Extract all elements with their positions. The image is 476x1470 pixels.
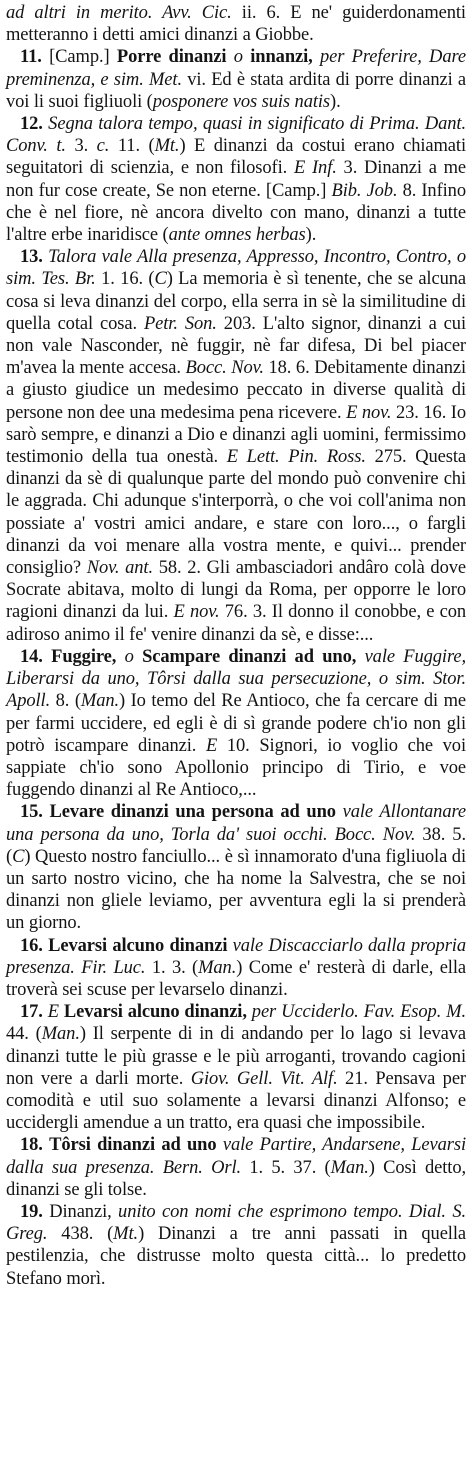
sense-number: 11. bbox=[20, 47, 42, 68]
body-text: Dinanzi, bbox=[42, 1201, 119, 1222]
body-text: ) Così detto, dinanzi se gli tolse. bbox=[6, 1157, 467, 1200]
sense-number: 17. bbox=[20, 1002, 43, 1023]
italic-text: Man. bbox=[330, 1157, 369, 1178]
body-text: ) Il serpente di in di andando per lo lago si levava dinanzi tutte le più grasse e le più arroganti, trovando cagioni non vere a darli morte. bbox=[6, 1024, 466, 1089]
headword-phrase: Levare dinanzi una persona ad uno bbox=[49, 802, 336, 823]
sense-number: 18. bbox=[20, 1135, 43, 1156]
body-text: 8. Infino che è nel fiore, nè ancora divelto con mano, dinanzi a tutte l'altre erbe inaridisce ( bbox=[6, 180, 466, 246]
italic-text: vale Allontanare una persona da uno, Torla da' suoi occhi. Bocc. Nov. bbox=[6, 802, 467, 845]
headword-phrase: Levarsi alcuno dinanzi, bbox=[63, 1002, 247, 1023]
entry-sense-19 bbox=[6, 1201, 466, 1290]
body-text: ) Come e' resterà di darle, ella troverà sei scuse per levarselo dinanzi. bbox=[6, 957, 466, 1000]
body-text: ) E dinanzi da costui erano chiamati seguitatori di scienzia, e non filosofi. bbox=[6, 136, 466, 179]
italic-text: Mt. bbox=[113, 1224, 139, 1245]
body-text: 23. 16. Io sarò sempre, e dinanzi a Dio e dinanzi agli uomini, fermissimo testimonio della tua onestà. bbox=[6, 402, 466, 468]
body-text: 44. ( bbox=[6, 1024, 42, 1045]
italic-text: Man. bbox=[41, 1024, 80, 1045]
italic-text: Man. bbox=[80, 691, 120, 712]
italic-text: posponere vos suis natis bbox=[152, 91, 331, 112]
body-text: 21. Pensava per comodità e util suo solamente a levarsi dinanzi Alfonso; e uccidergli amendue a un tratto, era quasi che impossibile. bbox=[6, 1068, 466, 1134]
italic-text: c. bbox=[96, 136, 110, 157]
entry-sense-11 bbox=[6, 46, 466, 113]
italic-text: Segna talora tempo, quasi in significato di Prima. Dant. Conv. t. bbox=[6, 114, 466, 157]
italic-text: o bbox=[226, 47, 251, 68]
body-text: 3. bbox=[65, 136, 97, 157]
entry-continuation bbox=[6, 2, 466, 46]
body-text: 438. ( bbox=[47, 1224, 114, 1245]
body-text: 18. 6. Debitamente dinanzi a giusto giudice un medesimo peccato in diverse qualità di persone non dee una medesima pena ricevere. bbox=[6, 358, 466, 423]
italic-text: E nov. bbox=[346, 402, 392, 423]
body-text: [Camp.] bbox=[41, 47, 117, 68]
body-text: 3. Dinanzi a me non fur cose create, Se non eterne. [Camp.] bbox=[6, 158, 466, 201]
italic-text: Talora vale Alla presenza, Appresso, Incontro, Contro, o sim. Tes. Br. bbox=[6, 247, 466, 290]
entry-sense-18 bbox=[6, 1134, 466, 1201]
sense-number: 15. bbox=[20, 802, 43, 823]
headword-phrase: Fuggire, bbox=[51, 646, 117, 667]
body-text: ). bbox=[305, 225, 317, 246]
body-text: 11. ( bbox=[109, 136, 155, 157]
body-text: ) La memoria è sì tenente, che se alcuna cosa si leva dinanzi del corpo, ella serra in sè la similitudine di quella cotal cosa. bbox=[6, 269, 466, 334]
sense-number: 12. bbox=[20, 114, 43, 135]
body-text: 38. 5. ( bbox=[6, 824, 466, 867]
body-text: 1. 16. ( bbox=[95, 269, 155, 290]
italic-text: E nov. bbox=[173, 602, 220, 623]
italic-text: E Inf. bbox=[293, 158, 337, 179]
italic-text: unito con nomi che esprimono tempo. Dial. S. Greg. bbox=[6, 1201, 466, 1245]
body-text: ). bbox=[330, 91, 341, 112]
entry-sense-12 bbox=[6, 113, 466, 246]
entry-sense-15 bbox=[6, 801, 466, 934]
italic-text: E bbox=[205, 735, 218, 756]
sense-number: 19. bbox=[20, 1201, 43, 1222]
sense-number: 16. bbox=[20, 935, 43, 956]
headword-phrase: Scampare dinanzi ad uno, bbox=[142, 646, 357, 667]
body-text: ii. 6. E ne' guiderdonamenti metteranno i detti amici dinanzi a Giobbe. bbox=[6, 3, 466, 46]
entry-sense-13 bbox=[6, 246, 466, 646]
italic-text: E bbox=[42, 1002, 64, 1023]
italic-text: Man. bbox=[198, 957, 237, 978]
italic-text: vale Partire, Andarsene, Levarsi dalla sua presenza. Bern. Orl. bbox=[6, 1135, 466, 1178]
entry-sense-16 bbox=[6, 935, 466, 1002]
italic-text: C bbox=[154, 269, 167, 290]
italic-text: Petr. Son. bbox=[143, 313, 217, 334]
body-text: ) Io temo del Re Antioco, che fa cercare di me per farmi uccidere, ed egli è di sì grande podere ch'io non gli potrò iscampare dinanzi. bbox=[6, 691, 466, 756]
sense-number: 13. bbox=[20, 247, 43, 268]
body-text: 1. 5. 37. ( bbox=[241, 1157, 331, 1178]
italic-text: Bib. Job. bbox=[331, 180, 398, 201]
body-text: ) Dinanzi a tre anni passati in quella pestilenzia, che distrusse molto questa città... lo predetto Stefano morì. bbox=[6, 1224, 466, 1289]
body-text: 203. L'alto signor, dinanzi a cui non vale Nasconder, nè fuggir, nè far difesa, Di bel piacer m'avea la mente accesa. bbox=[6, 313, 466, 379]
headword-phrase: innanzi, bbox=[250, 47, 313, 68]
italic-text: C bbox=[12, 846, 25, 867]
body-text: ) Questo nostro fanciullo... è sì innamorato d'una figliuola di un sarto nostro vicino, che ha nome la Salvestra, che se noi dinanzi non gliele leviamo, per avventura egli la si prenderà un giorno. bbox=[6, 846, 466, 934]
body-text: 58. 2. Gli ambasciadori andâro colà dove Socrate abitava, molto di lungi da Roma, per opporre le loro ragioni dinanzi da lui. bbox=[6, 558, 466, 623]
italic-text: o bbox=[116, 646, 143, 667]
italic-text: per Preferire, Dare preminenza, e sim. Met. bbox=[6, 47, 466, 90]
body-text: 1. 3. ( bbox=[145, 957, 199, 978]
italic-text: E Lett. Pin. Ross. bbox=[226, 447, 366, 468]
italic-text: ad altri in merito. Avv. Cic. bbox=[6, 3, 232, 23]
body-text: 10. Signori, io voglio che voi sappiate ch'io sono Apollonio principo di Tirio, e voe fuggendo dinanzi al Re Antioco,... bbox=[6, 735, 466, 801]
body-text: 8. ( bbox=[50, 691, 81, 712]
italic-text: ante omnes herbas bbox=[168, 225, 306, 246]
entry-sense-14 bbox=[6, 646, 466, 801]
headword-phrase: Porre dinanzi bbox=[116, 47, 227, 68]
sense-number: 14. bbox=[20, 646, 43, 667]
body-text: vi. Ed è stata ardita di porre dinanzi a voi li suoi figliuoli ( bbox=[6, 69, 466, 112]
body-text bbox=[43, 647, 51, 667]
italic-text: Bocc. Nov. bbox=[185, 358, 264, 379]
italic-text: per Ucciderlo. Fav. Esop. M. bbox=[246, 1002, 466, 1023]
italic-text: Nov. ant. bbox=[86, 558, 153, 579]
italic-text: Mt. bbox=[154, 136, 180, 157]
italic-text: Giov. Gell. Vit. Alf. bbox=[190, 1068, 338, 1089]
body-text: 275. Questa dinanzi da sè di qualunque parte del mondo può convenire chi le aggrada. Chi adunque s'interporrà, o che voi coll'anima non possiate a' vostri amici andare, e stare con loro..., o fargli dinanzi da voi menare alla vostra mente, e quivi... prender consiglio? bbox=[6, 447, 466, 579]
headword-phrase: Tôrsi dinanzi ad uno bbox=[49, 1135, 217, 1156]
entry-sense-17 bbox=[6, 1001, 466, 1134]
italic-text: vale Fuggire, Liberarsi da uno, Tôrsi dalla sua persecuzione, o sim. Stor. Apoll. bbox=[6, 646, 467, 712]
body-text bbox=[43, 802, 50, 822]
body-text: 76. 3. Il donno il conobbe, e con adiroso animo il fe' venire dinanzi da sè, e disse:... bbox=[6, 602, 466, 645]
headword-phrase: Levarsi alcuno dinanzi bbox=[48, 935, 228, 956]
italic-text: vale Discacciarlo dalla propria presenza. Fir. Luc. bbox=[6, 935, 466, 978]
